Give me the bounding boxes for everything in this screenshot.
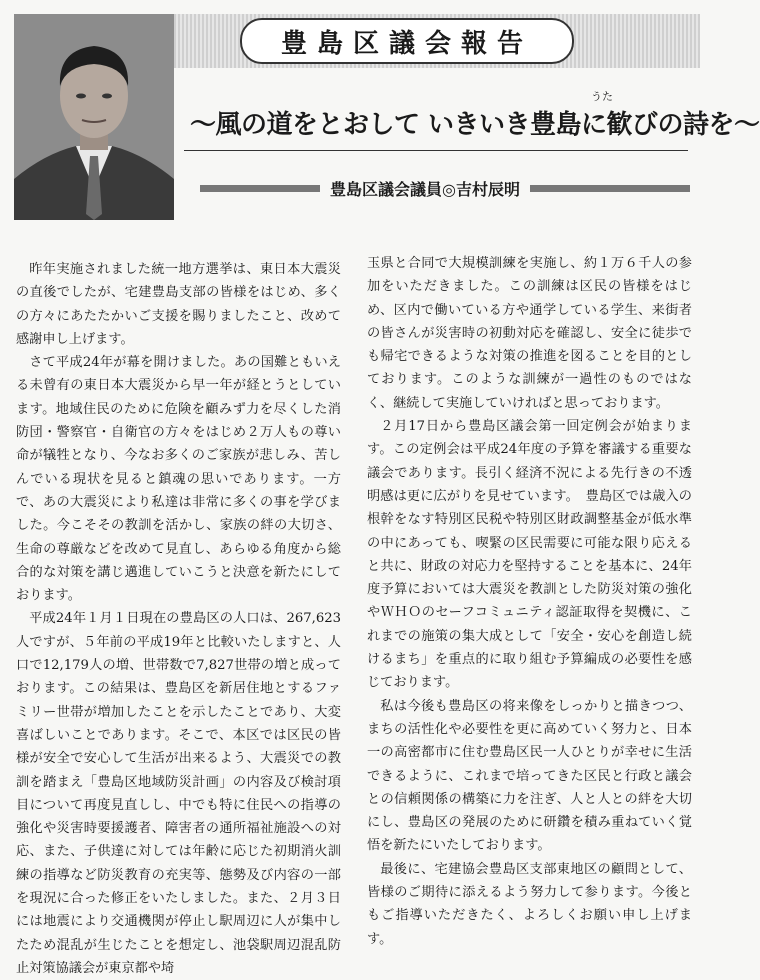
divider: [184, 150, 688, 151]
portrait-photo: [14, 14, 174, 220]
article-column-left: [16, 258, 341, 980]
portrait-illustration: [14, 14, 174, 220]
article-column-right: [367, 252, 692, 951]
decorative-bar: [530, 185, 690, 192]
decorative-bar: [200, 185, 320, 192]
paragraph: 私は今後も豊島区の将来像をしっかりと描きつつ、まちの活性化や必要性を更に高めていく努力と、日本一の高密都市に住む豊島区民一人ひとりが幸せに生活できるように、これまで培ってきた区民と行政と議会との信頼関係の構築に力を注ぎ、人と人との絆を大切にし、豊島区の発展のために研鑽を積み重ねていく覚悟を新たにいたしております。: [367, 698, 692, 854]
page-title: 豊島区議会報告: [240, 18, 574, 64]
paragraph: さて平成24年が幕を開けました。あの国難ともいえる未曾有の東日本大震災から早一年が経とうとしています。地域住民のために危険を顧みず力を尽くした消防団・警察官・自衛官の方々をはじめ２万人もの尊い命が犠牲となり、今なお多くのご家族が悲しみ、苦しんでいる現状を見ると鎮魂の思いであります。一方で、あの大震災により私達は非常に多くの事を学びました。今こそその教訓を活かし、家族の絆の大切さ、生命の尊厳などを改めて見直し、あらゆる角度から総合的な対策を講じ邁進していこうと決意を新たにしております。: [16, 355, 341, 604]
paragraph: 昨年実施されました統一地方選挙は、東日本大震災の直後でしたが、宅建豊島支部の皆様をはじめ、多くの方々にあたたかいご支援を賜りましたこと、改めて感謝申し上げます。: [16, 262, 341, 347]
author-byline: 豊島区議会議員◎吉村辰明: [330, 179, 520, 199]
paragraph: ２月17日から豊島区議会第一回定例会が始まります。この定例会は平成24年度の予算を審議する重要な議会であります。長引く経済不況による先行きの不透明感は更に広がりを見せています。 豊島区では歳入の根幹をなす特別区民税や特別区財政調整基金が低水準の中にあっても、喫緊の区民需要に可能な限り応えると共に、財政の対応力を堅持することを基本に、24年度予算においては大震災を教訓とした防災対策の強化やＷＨＯのセーフコミュニティ認証取得を契機に、これまでの施策の集大成として「安全・安心を創造し続けるまち」を重点的に取り組む予算編成の必要性を感じております。: [367, 419, 692, 691]
ruby-annotation: うた: [591, 90, 613, 103]
paragraph: 玉県と合同で大規模訓練を実施し、約１万６千人の参加をいただきました。この訓練は区民の皆様をはじめ、区内で働いている方や通学している学生、来街者の皆さんが災害時の初動対応を確認し、安全に徒歩でも帰宅できるような対策の推進を図ることを目的としております。このような訓練が一過性のものではなく、継続して実施していければと思っております。: [367, 256, 692, 411]
paragraph: 最後に、宅建協会豊島区支部東地区の顧問として、皆様のご期待に添えるよう努力して参ります。今後ともご指導いただきたく、よろしくお願い申し上げます。: [367, 861, 692, 947]
paragraph: 平成24年１月１日現在の豊島区の人口は、267,623人ですが、５年前の平成19年と比較いたしますと、人口で12,179人の増、世帯数で7,827世帯の増と成っております。この結果は、豊島区を新居住地とするファミリー世帯が増加したことを示したことであり、大変喜ばしいことであります。そこで、本区では区民の皆様が安全で安心して生活が出来るよう、大震災での教訓を踏まえ「豊島区地域防災計画」の内容及び検討項目について再度見直しし、中でも特に住民への指導の強化や災害時要援護者、障害者の通所福祉施設への対応、また、子供達に対しては年齢に応じた初期消火訓練の指導など防災教育の充実等、態勢及び内容の一部を現況に合った修正をいたしました。また、２月３日には地震により交通機関が停止し駅周辺に人が集中したため混乱が生じたことを想定し、池袋駅周辺混乱防止対策協議会が東京都や埼: [16, 611, 341, 976]
subtitle: 〜風の道をとおして いきいき豊島に歓びの詩を〜: [190, 110, 760, 140]
byline-row: [200, 176, 690, 200]
